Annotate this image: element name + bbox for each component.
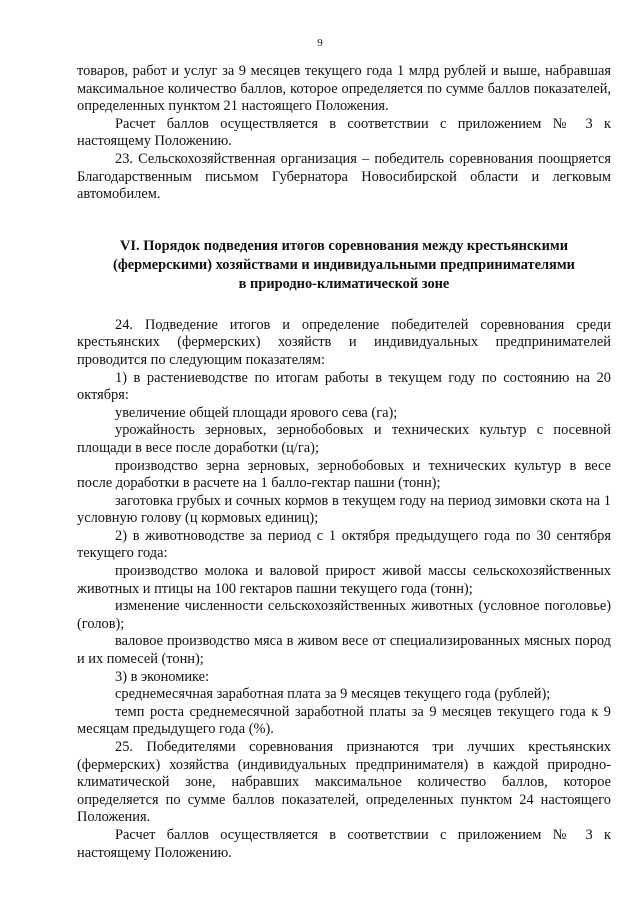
section-heading-line-2: (фермерскими) хозяйствами и индивидуальными предпринимателями — [113, 256, 575, 273]
section-heading-line-3: в природно-климатической зоне — [238, 275, 450, 292]
paragraph-economy-indicator-2: темп роста среднемесячной заработной платы за 9 месяцев текущего года к 9 месяцам предыдущего года (%). — [77, 703, 611, 738]
page-number: 9 — [317, 37, 323, 49]
section-heading — [77, 237, 611, 294]
paragraph-item-25: 25. Победителями соревнования признаются три лучших крестьянских (фермерских) хозяйства (индивидуальных предпринимателя) в каждой природно-климатической зоне, набравших максимальное количество баллов, которое определяется по сумме баллов показателей, определенных пунктом 24 настоящего Положения. — [77, 739, 611, 826]
paragraph-livestock-indicator-3: валовое производство мяса в живом весе от специализированных мясных пород и их помесей (тонн); — [77, 633, 611, 668]
paragraph-economy-indicator-1: среднемесячная заработная плата за 9 месяцев текущего года (рублей); — [115, 686, 551, 703]
paragraph-livestock-indicator-2: изменение численности сельскохозяйственных животных (условное поголовье) (голов); — [77, 598, 611, 632]
paragraph-crop-indicator-2: урожайность зерновых, зернобобовых и технических культур с посевной площади в весе после доработки (ц/га); — [77, 422, 611, 456]
paragraph-crop-indicator-1: увеличение общей площади ярового сева (га); — [115, 404, 398, 421]
paragraph-economy-header: 3) в экономике: — [115, 668, 210, 685]
paragraph-calculation-ref-2: Расчет баллов осуществляется в соответствии с приложением № 3 к настоящему Положению. — [77, 826, 611, 861]
paragraph-continuation: товаров, работ и услуг за 9 месяцев текущего года 1 млрд рублей и выше, набравшая максимальное количество баллов, которое определяется по сумме баллов показателей, определенных пунктом 21 настоящего Положения. — [77, 63, 611, 115]
paragraph-calculation-ref-1: Расчет баллов осуществляется в соответствии с приложением № 3 к настоящему Положению. — [77, 115, 611, 150]
paragraph-crop-indicator-3: производство зерна зерновых, зернобобовых и технических культур в весе после доработки в расчете на 1 балло-гектар пашни (тонн); — [77, 457, 611, 492]
section-heading-line-1: VI. Порядок подведения итогов соревнования между крестьянскими — [120, 237, 568, 254]
paragraph-livestock-header: 2) в животноводстве за период с 1 октября предыдущего года по 30 сентября текущего года: — [77, 527, 611, 562]
document-body — [77, 63, 611, 862]
paragraph-crop-header: 1) в растениеводстве по итогам работы в текущем году по состоянию на 20 октября: — [77, 369, 611, 404]
paragraph-item-23: 23. Сельскохозяйственная организация – победитель соревнования поощряется Благодарственным письмом Губернатора Новосибирской области и легковым автомобилем. — [77, 150, 611, 203]
paragraph-crop-indicator-4: заготовка грубых и сочных кормов в текущем году на период зимовки скота на 1 условную голову (ц кормовых единиц); — [77, 492, 611, 527]
paragraph-item-24: 24. Подведение итогов и определение победителей соревнования среди крестьянских (фермерских) хозяйств и индивидуальных предпринимателей проводится по следующим показателям: — [77, 316, 611, 368]
paragraph-livestock-indicator-1: производство молока и валовой прирост живой массы сельскохозяйственных животных и птицы на 100 гектаров пашни текущего года (тонн); — [77, 563, 611, 597]
